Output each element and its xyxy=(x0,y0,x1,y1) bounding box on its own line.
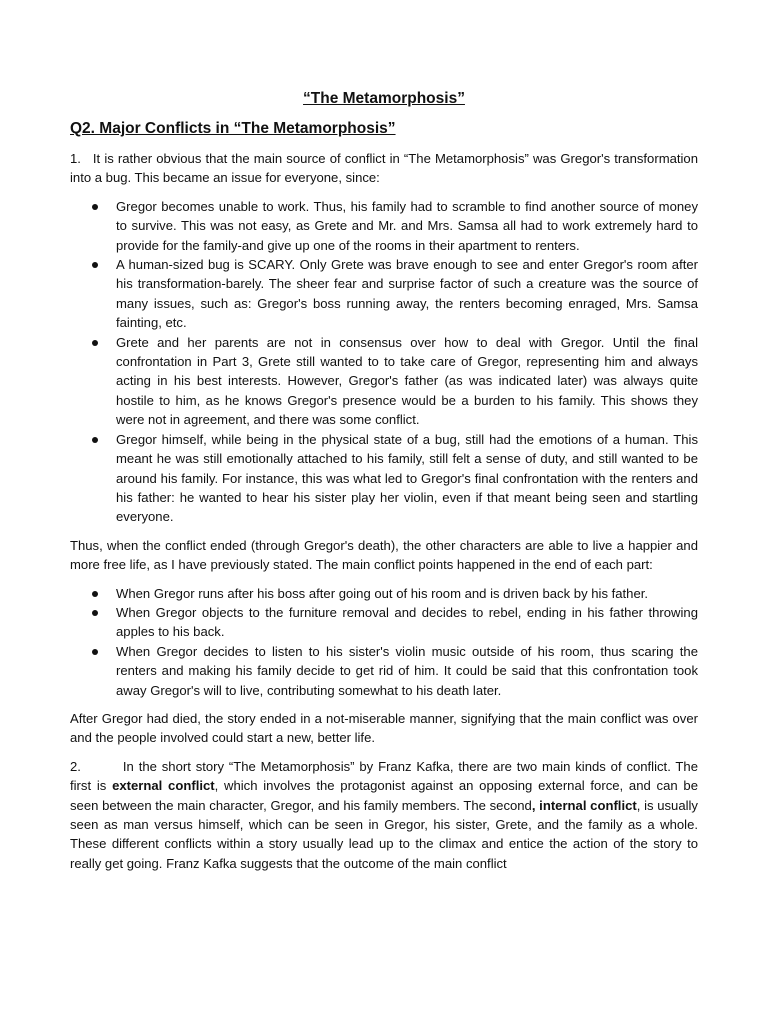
paragraph-4-text-a: In the short story “The Metamorphosis” by Franz Kafka, there are two main kinds of conflict. The first is xyxy=(70,758,698,794)
paragraph-1-text: It is rather obvious that the main source of conflict in “The Metamorphosis” was Gregor's transformation into a bug. This became an issue for everyone, since: xyxy=(70,151,698,186)
list-item xyxy=(70,430,698,527)
list-item xyxy=(70,584,698,603)
bullet-icon xyxy=(92,610,98,616)
paragraph-4 xyxy=(70,757,698,873)
bullet-icon xyxy=(92,262,98,268)
list-item-text: When Gregor objects to the furniture removal and decides to rebel, ending in his father throwing apples to his back. xyxy=(116,604,698,640)
list-item xyxy=(70,333,698,430)
list-item xyxy=(70,642,698,700)
section-heading: Q2. Major Conflicts in “The Metamorphosis” xyxy=(70,120,396,137)
bullet-icon xyxy=(92,340,98,346)
bullet-list-2 xyxy=(70,584,698,700)
paragraph-2: Thus, when the conflict ended (through Gregor's death), the other characters are able to live a happier and more free life, as I have previously stated. The main conflict points happened in the end of each part: xyxy=(70,537,698,573)
bullet-icon xyxy=(92,204,98,210)
document-title: “The Metamorphosis” xyxy=(303,90,465,107)
external-conflict-term: external conflict xyxy=(112,778,215,794)
paragraph-4-text-b: , which involves the protagonist against an opposing external force, and can be seen between the main character, Gregor, and his family members. The second xyxy=(70,778,698,813)
bullet-icon xyxy=(92,649,98,655)
list-item-text: Gregor himself, while being in the physical state of a bug, still had the emotions of a human. This meant he was still emotionally attached to his family, still felt a sense of duty, and still wanted to be around his family. For instance, this was what led to Gregor's final confrontation with the renters and his father: he wanted to hear his sister play her violin, even if that meant being seen and startling everyone. xyxy=(116,431,698,525)
list-item-text: A human-sized bug is SCARY. Only Grete was brave enough to see and enter Gregor's room after his transformation-barely. The sheer fear and surprise factor of such a creature was the source of many issues, such as: Gregor's boss running away, the renters becoming enraged, Mrs. Samsa fainting, etc. xyxy=(116,257,698,331)
bullet-icon xyxy=(92,591,98,597)
bullet-list-1 xyxy=(70,197,698,527)
list-item xyxy=(70,603,698,642)
list-item xyxy=(70,255,698,333)
document-page xyxy=(70,88,698,882)
list-item-text: When Gregor decides to listen to his sister's violin music outside of his room, thus scaring the renters and making his family decide to get rid of him. It could be said that this confrontation took away Gregor's will to live, contributing somewhat to his death later. xyxy=(116,643,698,698)
paragraph-4-text-c: , is usually seen as man versus himself, which can be seen in Gregor, his sister, Grete, and the family as a whole. These different conflicts within a story usually lead up to the climax and entice the action of the story to really get going. Franz Kafka suggests that the outcome of the main conflict xyxy=(70,797,698,871)
paragraph-3: After Gregor had died, the story ended in a not-miserable manner, signifying that the main conflict was over and the people involved could start a new, better life. xyxy=(70,710,698,746)
list-item-text: Grete and her parents are not in consensus over how to deal with Gregor. Until the final confrontation in Part 3, Grete still wanted to to take care of Gregor, representing him and always acting in his best interests. However, Gregor's father (as was indicated later) was always quite hostile to him, as he knows Gregor's presence would be a burden to his family. This shows they were not in agreement, and there was some conflict. xyxy=(116,334,698,428)
internal-conflict-term: , internal conflict xyxy=(531,797,637,813)
paragraph-4-number: 2. xyxy=(70,758,81,774)
paragraph-1 xyxy=(70,149,698,188)
list-item xyxy=(70,197,698,255)
list-item-text: Gregor becomes unable to work. Thus, his family had to scramble to find another source of money to survive. This was not easy, as Grete and Mr. and Mrs. Samsa all had to work extremely hard to provide for the family-and give up one of the rooms in their apartment to renters. xyxy=(116,198,698,253)
bullet-icon xyxy=(92,437,98,443)
paragraph-1-number: 1. xyxy=(70,151,81,166)
list-item-text: When Gregor runs after his boss after going out of his room and is driven back by his father. xyxy=(116,585,649,601)
